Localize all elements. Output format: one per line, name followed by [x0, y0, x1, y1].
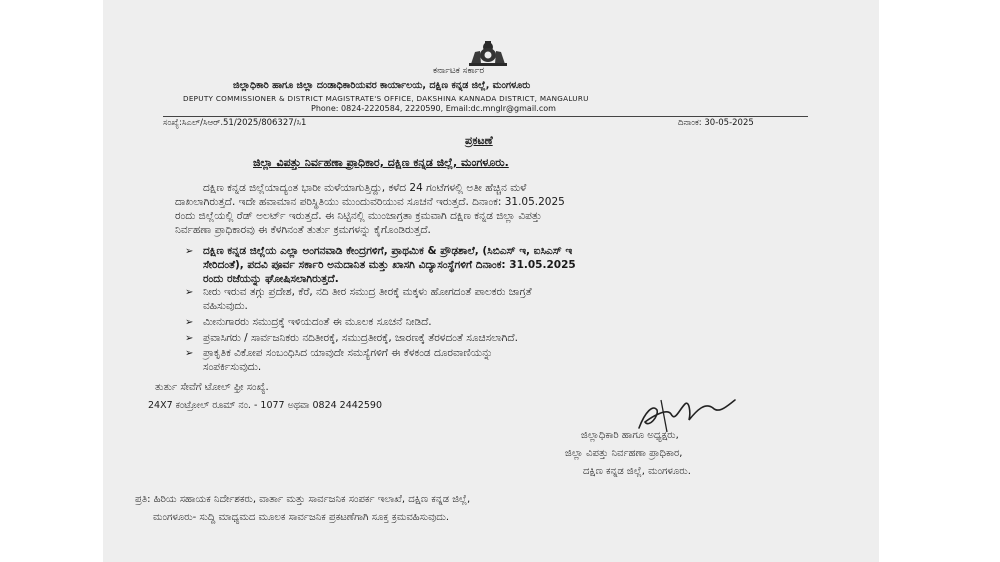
office-name-kannada: ಜಿಲ್ಲಾಧಿಕಾರಿ ಹಾಗೂ ಜಿಲ್ಲಾ ದಂಡಾಧಿಕಾರಿಯವರ ಕಾರ್ಯಾಲಯ, ದಕ್ಷಿಣ ಕನ್ನಡ ಜಿಲ್ಲೆ, ಮಂಗಳೂರು [233, 80, 531, 91]
bullet-line: ಸೇರಿದಂತೆ), ಪದವಿ ಪೂರ್ವ ಸರ್ಕಾರಿ ಅನುದಾನಿತ ಮತ್ತು ಖಾಸಗಿ ವಿದ್ಯಾಸಂಸ್ಥೆಗಳಿಗೆ ದಿನಾಂಕ: 31.05.2025 [203, 259, 576, 271]
bullet-arrow-icon: ➢ [185, 348, 194, 359]
bullet-arrow-icon: ➢ [185, 246, 194, 257]
bullet-line: ಮೀನುಗಾರರು ಸಮುದ್ರಕ್ಕೆ ಇಳಿಯದಂತೆ ಈ ಮೂಲಕ ಸೂಚನೆ ನೀಡಿದೆ. [203, 316, 432, 328]
bullet-line: ಪ್ರವಾಸಿಗರು / ಸಾರ್ವಜನಿಕರು ನದಿತೀರಕ್ಕೆ, ಸಮುದ್ರತೀರಕ್ಕೆ, ಜಾರಣಕ್ಕೆ ತೆರಳದಂತೆ ಸೂಚಿಸಲಾಗಿದೆ. [203, 332, 518, 344]
notice-title: ಪ್ರಕಟಣೆ [465, 134, 493, 147]
bullet-arrow-icon: ➢ [185, 287, 194, 298]
bullet-arrow-icon: ➢ [185, 317, 194, 328]
letter-date: ದಿನಾಂಕ: 30-05-2025 [678, 118, 754, 128]
copy-to-line: ಮಂಗಳೂರು- ಸುದ್ದಿ ಮಾಧ್ಯಮದ ಮೂಲಕ ಸಾರ್ವಜನಿಕ ಪ್ರಕಟಣೆಗಾಗಿ ಸೂಕ್ತ ಕ್ರಮವಹಿಸುವುದು. [153, 512, 450, 523]
document-page [103, 0, 879, 562]
body-line: ನಿರ್ವಹಣಾ ಪ್ರಾಧಿಕಾರವು ಈ ಕೆಳಗಿನಂತೆ ತುರ್ತು ಕ್ರಮಗಳನ್ನು ಕೈಗೊಂಡಿರುತ್ತದೆ. [175, 224, 431, 236]
signatory-authority: ಜಿಲ್ಲಾ ವಿಪತ್ತು ನಿರ್ವಹಣಾ ಪ್ರಾಧಿಕಾರ, [565, 448, 683, 459]
helpline-label: ತುರ್ತು ಸೇವೆಗೆ ಟೋಲ್ ಫ್ರೀ ಸಂಖ್ಯೆ. [155, 382, 269, 393]
contact-info: Phone: 0824-2220584, 2220590, Email:dc.mnglr@gmail.com [311, 104, 556, 113]
bullet-line: ಸಂಪರ್ಕಿಸುವುದು. [203, 361, 262, 373]
bullet-line: ಪ್ರಾಕೃತಿಕ ವಿಕೋಪ ಸಂಬಂಧಿಸಿದ ಯಾವುದೇ ಸಮಸ್ಯೆಗಳಿಗೆ ಈ ಕೆಳಕಂಡ ದೂರವಾಣಿಯನ್ನು [203, 347, 493, 359]
bullet-line: ವಹಿಸುವುದು. [203, 300, 248, 312]
body-line: ದಕ್ಷಿಣ ಕನ್ನಡ ಜಿಲ್ಲೆಯಾದ್ಯಂತ ಭಾರೀ ಮಳೆಯಾಗುತ್ತಿದ್ದು, ಕಳೆದ 24 ಗಂಟೆಗಳಲ್ಲಿ ಅತೀ ಹೆಚ್ಚಿನ ಮಳೆ [203, 182, 527, 194]
office-name-english: DEPUTY COMMISSIONER & DISTRICT MAGISTRATE'S OFFICE, DAKSHINA KANNADA DISTRICT, MANGALURU [183, 94, 589, 103]
signatory-designation: ಜಿಲ್ಲಾಧಿಕಾರಿ ಹಾಗೂ ಅಧ್ಯಕ್ಷರು, [581, 430, 679, 441]
body-line: ರಂದು ಜಿಲ್ಲೆಯಲ್ಲಿ ರೆಡ್ ಅಲರ್ಟ್ ಇರುತ್ತದೆ. ಈ ನಿಟ್ಟಿನಲ್ಲಿ ಮುಂಜಾಗ್ರತಾ ಕ್ರಮವಾಗಿ ದಕ್ಷಿಣ ಕನ್ನಡ ಜಿಲ್ಲಾ ವಿಪತ್ತು [175, 210, 542, 222]
header-rule [163, 116, 808, 117]
body-line: ದಾಖಲಾಗಿರುತ್ತದೆ. ಇದೇ ಹವಾಮಾನ ಪರಿಸ್ಥಿತಿಯು ಮುಂದುವರಿಯುವ ಸೂಚನೆ ಇರುತ್ತದೆ. ದಿನಾಂಕ: 31.05.2025 [175, 196, 565, 208]
helpline-numbers: 24X7 ಕಂಟ್ರೋಲ್ ರೂಮ್ ನಂ. - 1077 ಅಥವಾ 0824 2442590 [148, 400, 382, 411]
bullet-arrow-icon: ➢ [185, 333, 194, 344]
bullet-line: ರಂದು ರಜೆಯನ್ನು ಘೋಷಿಸಲಾಗಿರುತ್ತದೆ. [203, 273, 339, 285]
bullet-line: ನೀರು ಇರುವ ತಗ್ಗು ಪ್ರದೇಶ, ಕೆರೆ, ನದಿ ತೀರ ಸಮುದ್ರ ತೀರಕ್ಕೆ ಮಕ್ಕಳು ಹೋಗದಂತೆ ಪಾಲಕರು ಜಾಗ್ರತೆ [203, 286, 532, 298]
state-emblem-icon [463, 38, 513, 66]
notice-subtitle: ಜಿಲ್ಲಾ ವಿಪತ್ತು ನಿರ್ವಹಣಾ ಪ್ರಾಧಿಕಾರ, ದಕ್ಷಿಣ ಕನ್ನಡ ಜಿಲ್ಲೆ, ಮಂಗಳೂರು. [253, 156, 509, 169]
bullet-line: ದಕ್ಷಿಣ ಕನ್ನಡ ಜಿಲ್ಲೆಯ ಎಲ್ಲಾ ಅಂಗನವಾಡಿ ಕೇಂದ್ರಗಳಿಗೆ, ಪ್ರಾಥಮಿಕ & ಪ್ರೌಢಶಾಲೆ, (ಸಿಬಿಎಸ್ ಇ, ಐಸಿಎಸ್ ಇ [203, 245, 573, 257]
signatory-district: ದಕ್ಷಿಣ ಕನ್ನಡ ಜಿಲ್ಲೆ, ಮಂಗಳೂರು. [583, 466, 691, 477]
reference-number: ಸಂಖ್ಯೆ:ಸಿಎಲ್/ಸಿಆರ್.51/2025/806327/ಸಿ1 [163, 118, 307, 128]
copy-to-line: ಪ್ರತಿ: ಹಿರಿಯ ಸಹಾಯಕ ನಿರ್ದೇಶಕರು, ವಾರ್ತಾ ಮತ್ತು ಸಾರ್ವಜನಿಕ ಸಂಪರ್ಕ ಇಲಾಖೆ, ದಕ್ಷಿಣ ಕನ್ನಡ ಜಿಲ್ಲೆ, [135, 494, 471, 505]
government-name: ಕರ್ನಾಟಕ ಸರ್ಕಾರ [433, 66, 485, 76]
